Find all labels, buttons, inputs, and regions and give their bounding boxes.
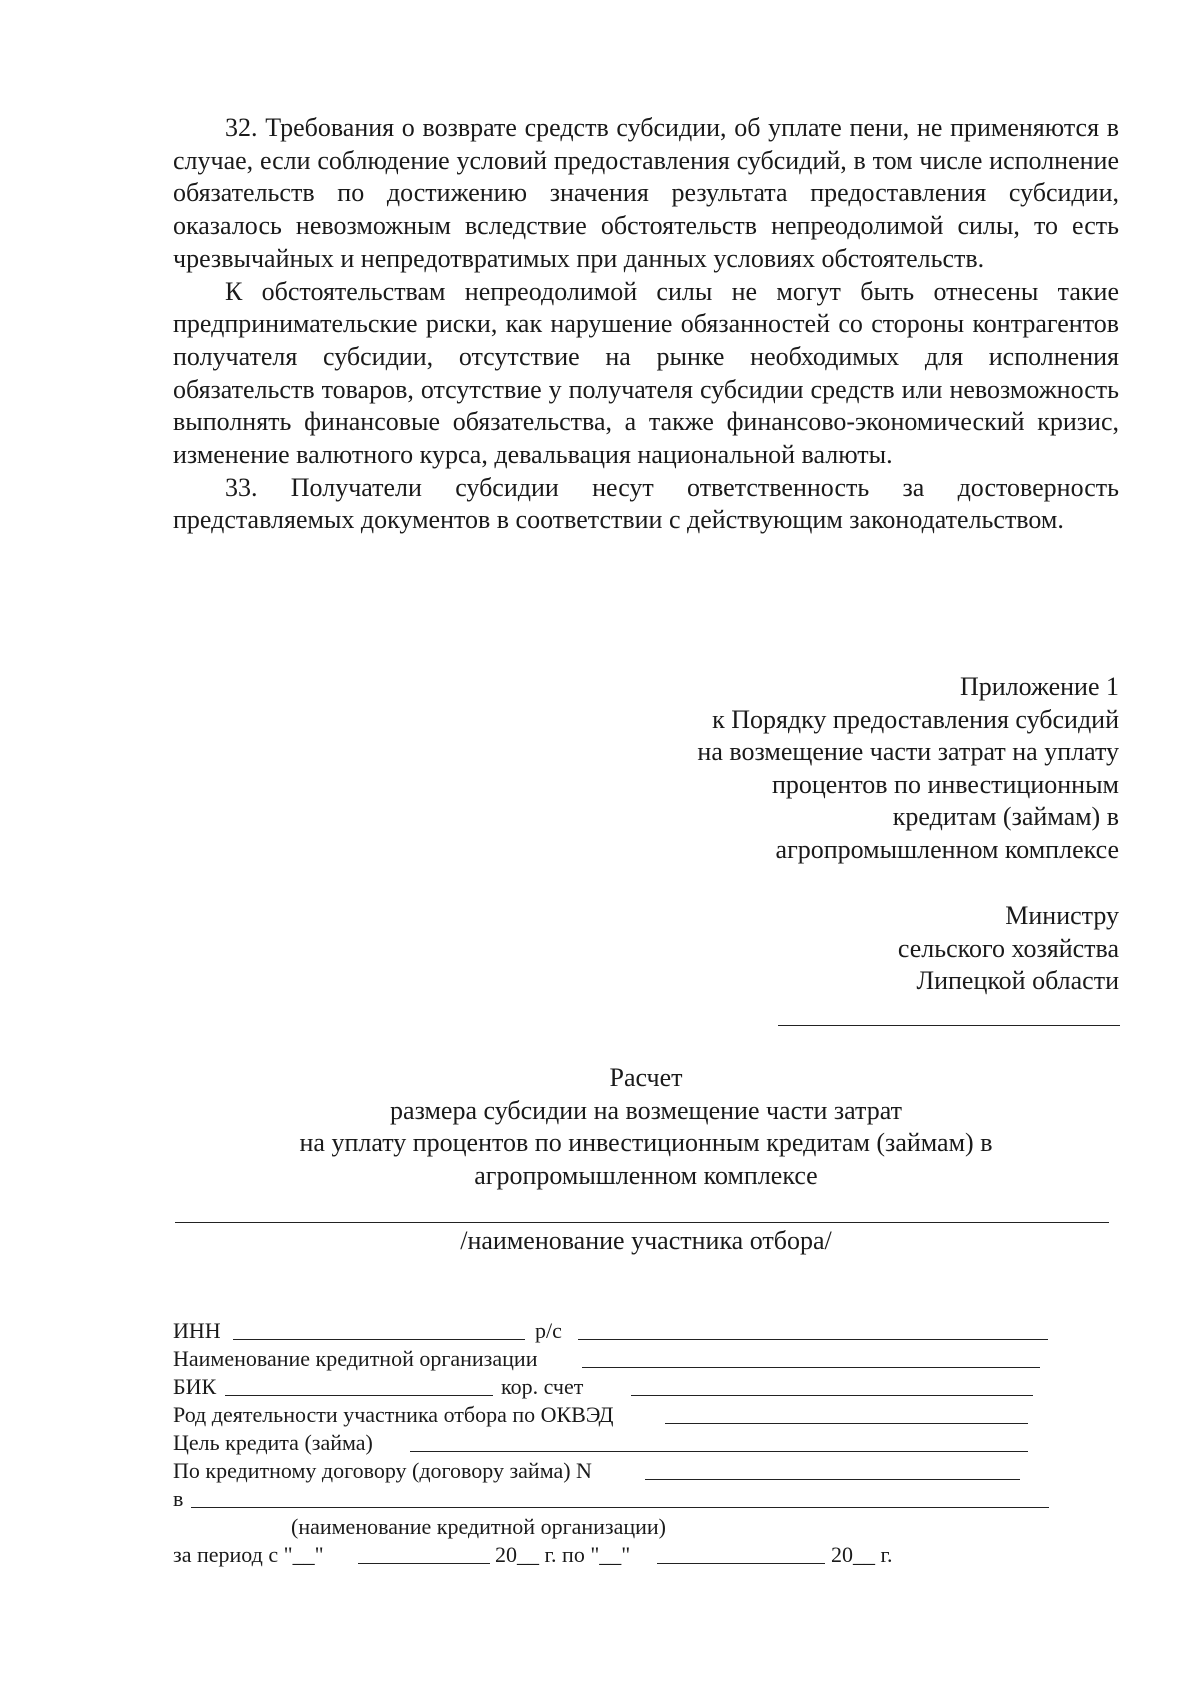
addressee-signature-line xyxy=(778,1025,1120,1026)
bik-field[interactable] xyxy=(225,1395,493,1396)
paragraph-33: 33. Получатели субсидии несут ответственность за достоверность представляемых документов в соответствии с действующим законодательством. xyxy=(173,472,1119,535)
period-year1-label: 20__ г. по "__" xyxy=(495,1542,631,1567)
paragraph-force-majeure: К обстоятельствам непреодолимой силы не могут быть отнесены такие предпринимательские риски, как нарушение обязанностей со стороны контрагентов получателя субсидии, отсутствие на рынке необходимых для исполнения обязательств товаров, отсутствие у получателя субсидии средств или невозможность выполнять финансовые обязательства, а также финансово-экономический кризис, изменение валютного курса, девальвация национальной валюты. xyxy=(173,276,1119,470)
appendix-line: агропромышленном комплексе xyxy=(775,834,1119,864)
addressee-line: сельского хозяйства xyxy=(897,933,1119,963)
document-title xyxy=(173,1062,1119,1192)
bik-label: БИК xyxy=(173,1374,217,1399)
addressee xyxy=(898,900,1119,998)
contract-label: По кредитному договору (договору займа) N xyxy=(173,1458,592,1483)
addressee-line: Липецкой области xyxy=(916,966,1119,995)
period-from-month-field[interactable] xyxy=(358,1563,490,1564)
inn-field[interactable] xyxy=(233,1339,525,1340)
title-line: Расчет xyxy=(609,1063,683,1092)
kor-label: кор. счет xyxy=(501,1374,584,1399)
title-line: размера субсидии на возмещение части затрат xyxy=(390,1095,902,1125)
purpose-label: Цель кредита (займа) xyxy=(173,1430,373,1455)
rs-label: р/с xyxy=(535,1318,562,1343)
bank-label: Наименование кредитной организации xyxy=(173,1346,538,1371)
purpose-field[interactable] xyxy=(410,1451,1028,1452)
bank-field[interactable] xyxy=(582,1367,1040,1368)
appendix-line: процентов по инвестиционным xyxy=(771,769,1119,799)
inn-label: ИНН xyxy=(173,1318,221,1343)
okved-field[interactable] xyxy=(665,1423,1028,1424)
okved-label: Род деятельности участника отбора по ОКВЭД xyxy=(173,1402,614,1427)
kor-field[interactable] xyxy=(631,1395,1033,1396)
period-to-month-field[interactable] xyxy=(657,1563,825,1564)
appendix-line: Приложение 1 xyxy=(959,672,1119,701)
appendix-header xyxy=(697,671,1119,866)
appendix-line: к Порядку предоставления субсидий xyxy=(712,704,1119,734)
paragraph-32: 32. Требования о возврате средств субсидии, об уплате пени, не применяются в случае, если соблюдение условий предоставления субсидий, в том числе исполнение обязательств по достижению значения результата предоставления субсидии, оказалось невозможным вследствие обстоятельств непреодолимой силы, то есть чрезвычайных и непредотвратимых при данных условиях обстоятельств. xyxy=(173,113,1119,273)
period-year2-label: 20__ г. xyxy=(831,1542,893,1567)
bank-hint: (наименование кредитной организации) xyxy=(291,1514,666,1539)
appendix-line: на возмещение части затрат на уплату xyxy=(697,737,1119,766)
body-text xyxy=(173,112,1119,537)
appendix-line: кредитам (займам) в xyxy=(892,802,1119,831)
title-line: на уплату процентов по инвестиционным кредитам (займам) в xyxy=(299,1128,993,1157)
participant-name-line xyxy=(175,1222,1109,1223)
lender-name-field[interactable] xyxy=(191,1507,1049,1508)
in-label: в xyxy=(173,1486,184,1511)
addressee-line: Министру xyxy=(1005,901,1119,930)
title-line: агропромышленном комплексе xyxy=(474,1160,818,1190)
contract-field[interactable] xyxy=(645,1479,1020,1480)
rs-field[interactable] xyxy=(578,1339,1048,1340)
participant-hint: /наименование участника отбора/ xyxy=(460,1226,832,1255)
period-from-label: за период с "__" xyxy=(173,1542,324,1567)
